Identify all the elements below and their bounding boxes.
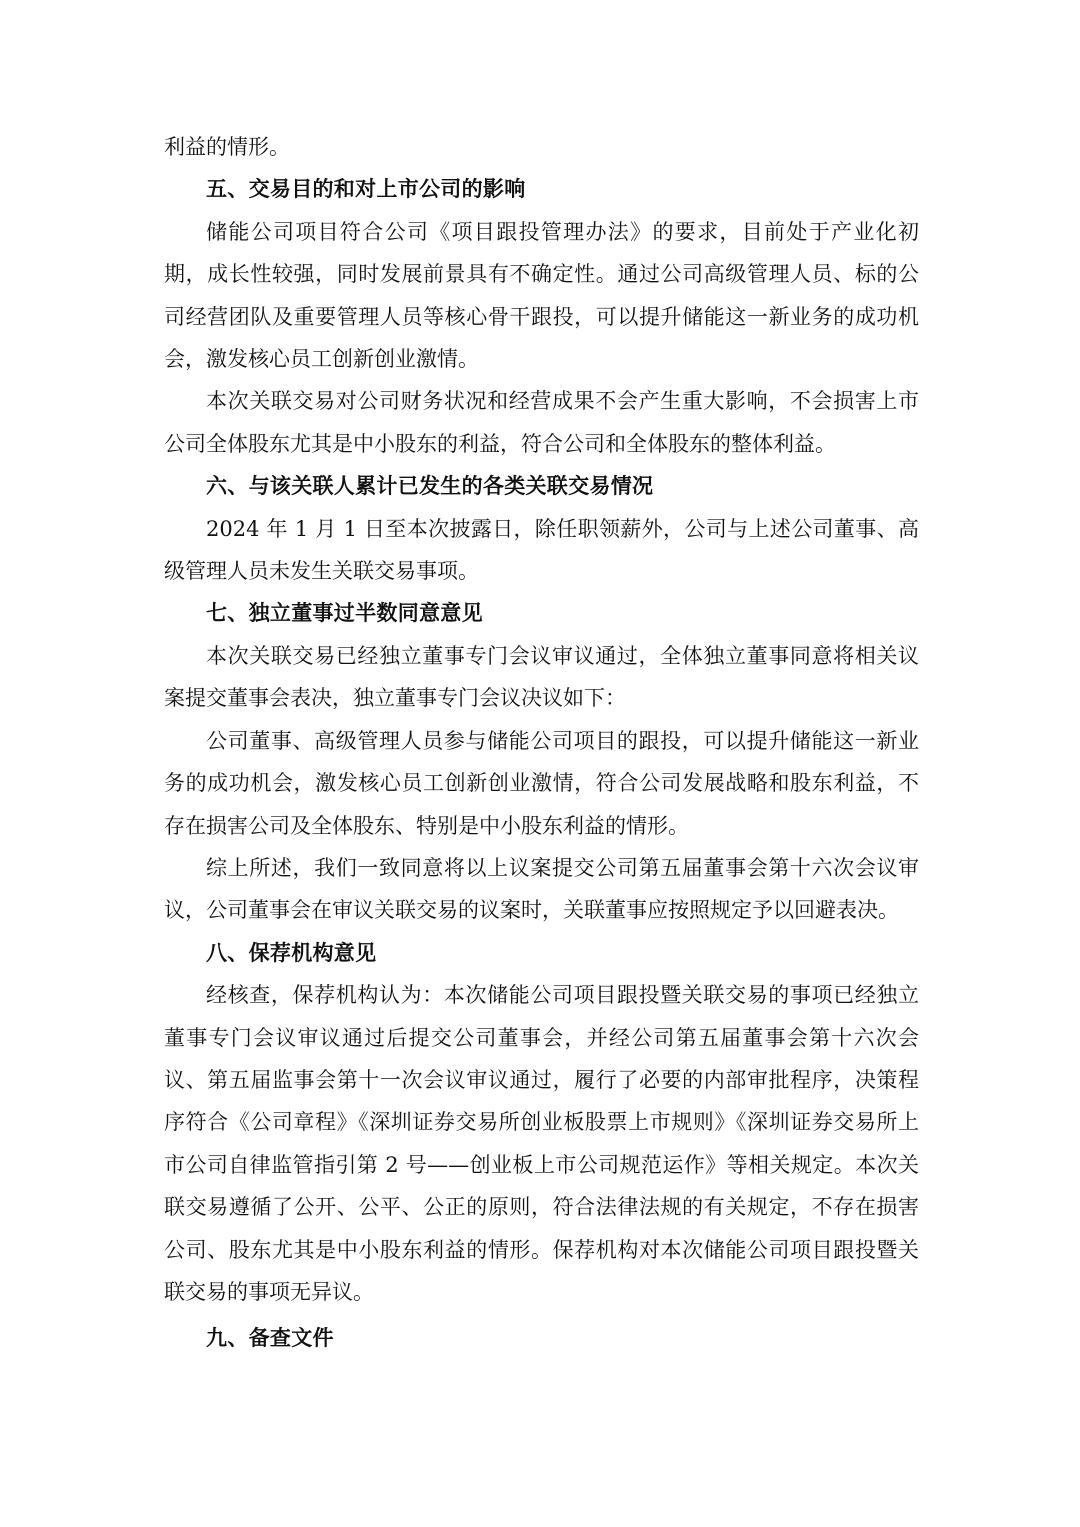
section-6-paragraph-1: 2024 年 1 月 1 日至本次披露日，除任职领薪外，公司与上述公司董事、高级管理人员未发生关联交易事项。: [164, 516, 919, 584]
section-8-paragraph-1: 经核查，保荐机构认为：本次储能公司项目跟投暨关联交易的事项已经独立董事专门会议审议通过后提交公司董事会，并经公司第五届董事会第十六次会议、第五届监事会第十一次会议审议通过，履行了必要的内部审批程序，决策程序符合《公司章程》《深圳证券交易所创业板股票上市规则》《深圳证券交易所上市公司自律监管指引第 2 号——创业板上市公司规范运作》等相关规定。本次关联交易遵循了公开、公平、公正的原则，符合法律法规的有关规定，不存在损害公司、股东尤其是中小股东利益的情形。保荐机构对本次储能公司项目跟投暨关联交易的事项无异议。: [164, 983, 919, 1304]
section-9-heading: 九、备查文件: [206, 1326, 334, 1351]
continuation-text: 利益的情形。: [164, 135, 290, 159]
section-7-paragraph-2: 公司董事、高级管理人员参与储能公司项目的跟投，可以提升储能这一新业务的成功机会，激发核心员工创新创业激情，符合公司发展战略和股东利益，不存在损害公司及全体股东、特别是中小股东利益的情形。: [164, 728, 919, 838]
section-8-heading: 八、保荐机构意见: [206, 940, 377, 965]
section-5-paragraph-1: 储能公司项目符合公司《项目跟投管理办法》的要求，目前处于产业化初期，成长性较强，同时发展前景具有不确定性。通过公司高级管理人员、标的公司经营团队及重要管理人员等核心骨干跟投，可以提升储能这一新业务的成功机会，激发核心员工创新创业激情。: [164, 219, 919, 372]
section-7-paragraph-1: 本次关联交易已经独立董事专门会议审议通过，全体独立董事同意将相关议案提交董事会表决，独立董事专门会议决议如下：: [164, 643, 919, 711]
document-page: [164, 126, 919, 1360]
section-7-heading: 七、独立董事过半数同意意见: [206, 601, 483, 626]
section-5-paragraph-2: 本次关联交易对公司财务状况和经营成果不会产生重大影响，不会损害上市公司全体股东尤其是中小股东的利益，符合公司和全体股东的整体利益。: [164, 389, 919, 456]
section-6-heading: 六、与该关联人累计已发生的各类关联交易情况: [206, 474, 654, 499]
section-5-heading: 五、交易目的和对上市公司的影响: [206, 177, 526, 202]
section-7-paragraph-3: 综上所述，我们一致同意将以上议案提交公司第五届董事会第十六次会议审议，公司董事会在审议关联交易的议案时，关联董事应按照规定予以回避表决。: [164, 855, 919, 923]
